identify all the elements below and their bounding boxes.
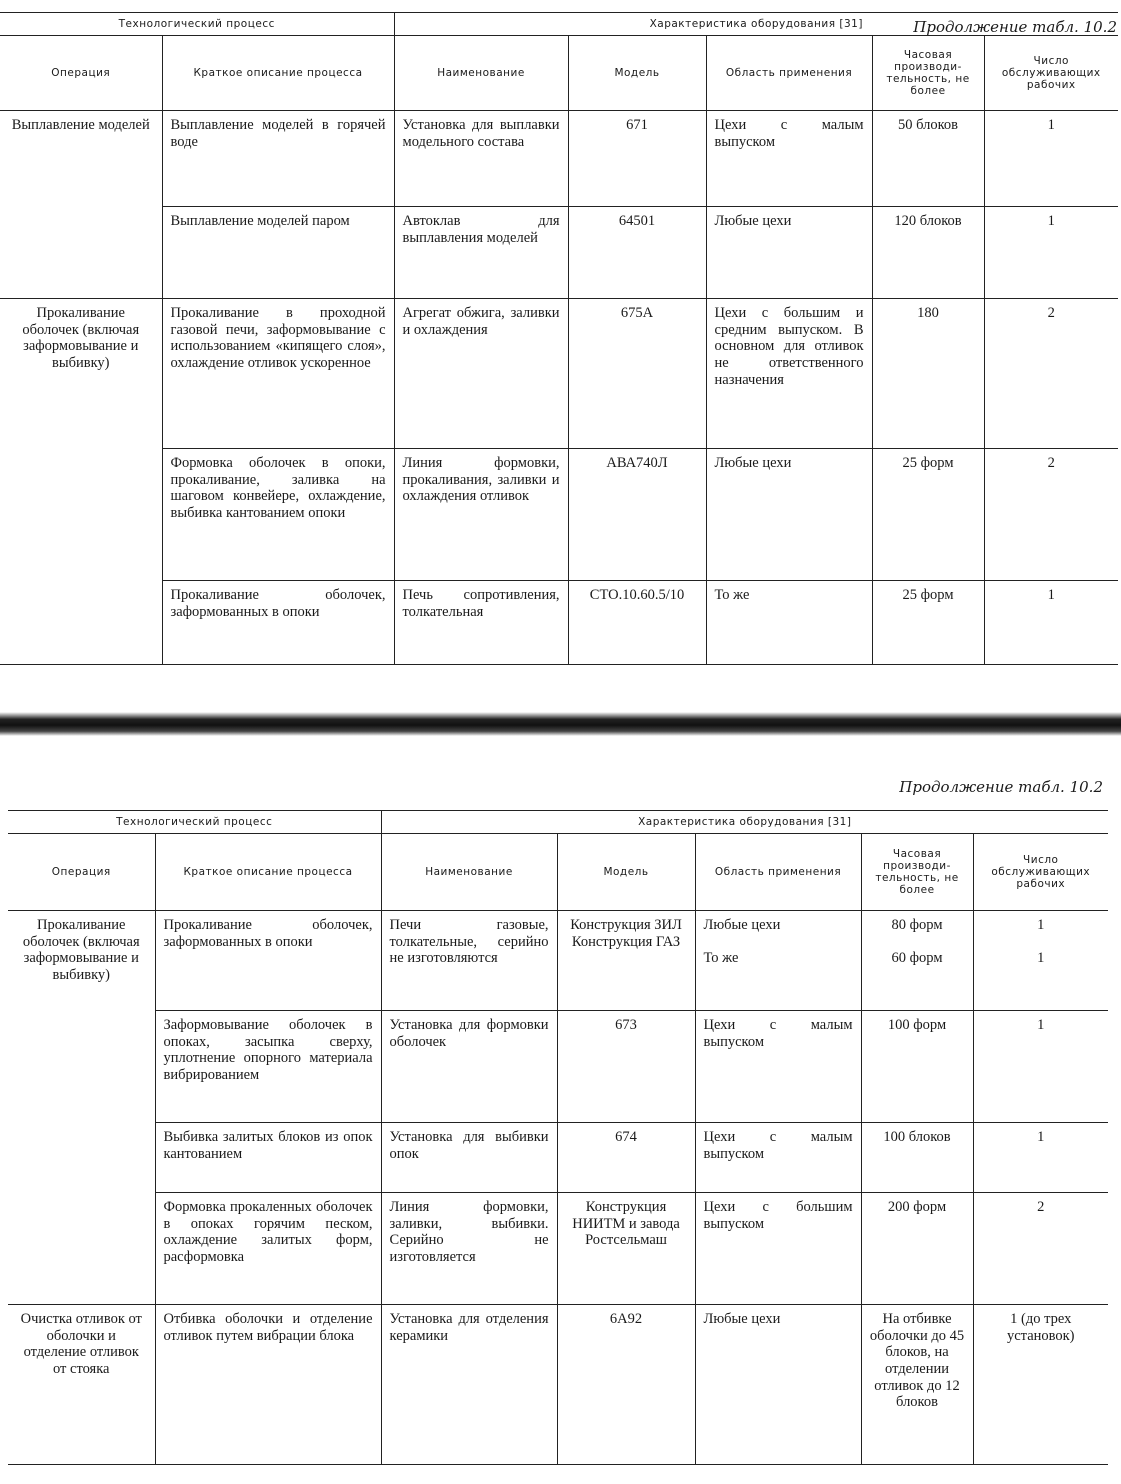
model-zil: Конструкция ЗИЛ: [570, 917, 682, 933]
area-cell: Цехи с малым выпуском: [695, 1011, 861, 1123]
area-cell: [695, 911, 861, 1011]
workers-cell: 1: [984, 581, 1118, 665]
area-cell: Цехи с малым выпуском: [695, 1123, 861, 1193]
table-row: [0, 207, 1118, 299]
name-cell: Линия формовки, заливки, выбивки. Серийно не изготовляется: [381, 1193, 557, 1305]
table-row: [0, 449, 1118, 581]
workers-cell: [973, 911, 1108, 1011]
header-tech-process: Технологический процесс: [0, 13, 394, 36]
workers-first: 1: [1037, 917, 1045, 933]
name-cell: Линия формовки, прокаливания, заливки и охлаждения отливок: [394, 449, 568, 581]
continuation-caption-top: Продолжение табл. 10.2: [913, 18, 1117, 36]
model-cell: 675А: [568, 299, 706, 449]
productivity-cell: 180: [872, 299, 984, 449]
name-cell: Печи газовые, толкательные, серийно не изготовляются: [381, 911, 557, 1011]
header-name: Наименование: [394, 36, 568, 111]
table-row: [8, 1011, 1108, 1123]
header-tech-process: Технологический процесс: [8, 811, 381, 834]
workers-cell: 2: [984, 449, 1118, 581]
name-cell: Установка для формовки оболочек: [381, 1011, 557, 1123]
header-operation: Операция: [8, 834, 155, 911]
description-cell: Формовка оболочек в опоки, прокаливание, заливка на шаговом конвейере, охлаждение, выбивка кантованием опоки: [162, 449, 394, 581]
workers-cell: 2: [973, 1193, 1108, 1305]
header-description: Краткое описание процесса: [155, 834, 381, 911]
workers-cell: 1: [984, 207, 1118, 299]
workers-second: 1: [1037, 949, 1045, 966]
area-cell: Любые цехи: [695, 1305, 861, 1465]
model-cell: 64501: [568, 207, 706, 299]
header-productivity: Часовая производи-тельность, не более: [872, 36, 984, 111]
model-gaz: Конструкция ГАЗ: [571, 933, 681, 950]
operation-cell: Прокаливание оболочек (включая заформовывание и выбивку): [0, 299, 162, 665]
productivity-cell: 100 форм: [861, 1011, 973, 1123]
table-row: [0, 111, 1118, 207]
model-cell: 673: [557, 1011, 695, 1123]
workers-cell: 2: [984, 299, 1118, 449]
operation-cell: Выплавление моделей: [0, 111, 162, 299]
model-cell: СТО.10.60.5/10: [568, 581, 706, 665]
description-cell: Выбивка залитых блоков из опок кантованием: [155, 1123, 381, 1193]
header-equipment: Характеристика оборудования [31]: [394, 13, 1118, 36]
bottom-table-section: [0, 770, 1121, 1484]
description-cell: Выплавление моделей в горячей воде: [162, 111, 394, 207]
model-cell: АВА740Л: [568, 449, 706, 581]
model-cell: 671: [568, 111, 706, 207]
operation-cell: Прокаливание оболочек (включая заформовывание и выбивку): [8, 911, 155, 1305]
description-cell: Формовка прокаленных оболочек в опоках горячим песком, охлаждение залитых форм, расформовка: [155, 1193, 381, 1305]
workers-cell: 1: [973, 1011, 1108, 1123]
header-model: Модель: [557, 834, 695, 911]
continuation-caption-bottom: Продолжение табл. 10.2: [899, 778, 1103, 796]
productivity-cell: На отбивке оболочки до 45 блоков, на отделении отливок до 12 блоков: [861, 1305, 973, 1465]
area-second: То же: [703, 949, 739, 966]
productivity-cell: 200 форм: [861, 1193, 973, 1305]
workers-cell: 1: [973, 1123, 1108, 1193]
description-cell: Прокаливание оболочек, заформованных в опоки: [155, 911, 381, 1011]
description-cell: Отбивка оболочки и отделение отливок путем вибрации блока: [155, 1305, 381, 1465]
area-cell: Цехи с большим и средним выпуском. В основном для отливок не ответственного назначения: [706, 299, 872, 449]
equipment-table-bottom: [8, 810, 1108, 1465]
header-model: Модель: [568, 36, 706, 111]
area-cell: То же: [706, 581, 872, 665]
productivity-second: 60 форм: [891, 949, 943, 966]
description-cell: Прокаливание в проходной газовой печи, заформовывание с использованием «кипящего слоя», охлаждение отливок ускоренное: [162, 299, 394, 449]
name-cell: Установка для выбивки опок: [381, 1123, 557, 1193]
table-row: [8, 1305, 1108, 1465]
table-row: [0, 299, 1118, 449]
productivity-cell: 100 блоков: [861, 1123, 973, 1193]
scan-page-edge: [0, 712, 1121, 736]
productivity-cell: 50 блоков: [872, 111, 984, 207]
area-cell: Любые цехи: [706, 449, 872, 581]
header-productivity: Часовая производи-тельность, не более: [861, 834, 973, 911]
name-cell: Установка для выплавки модельного состава: [394, 111, 568, 207]
productivity-cell: 25 форм: [872, 581, 984, 665]
header-workers: Число обслуживающих рабочих: [973, 834, 1108, 911]
header-description: Краткое описание процесса: [162, 36, 394, 111]
top-table-section: [0, 0, 1121, 716]
model-cell: 6А92: [557, 1305, 695, 1465]
equipment-table-top: [0, 12, 1118, 665]
header-area: Область применения: [695, 834, 861, 911]
description-cell: Выплавление моделей паром: [162, 207, 394, 299]
name-cell: Печь сопротивления, толкательная: [394, 581, 568, 665]
header-workers: Число обслуживающих рабочих: [984, 36, 1118, 111]
header-equipment: Характеристика оборудования [31]: [381, 811, 1108, 834]
productivity-cell: 25 форм: [872, 449, 984, 581]
header-name: Наименование: [381, 834, 557, 911]
name-cell: Автоклав для выплавления моделей: [394, 207, 568, 299]
table-row: [8, 1123, 1108, 1193]
header-area: Область применения: [706, 36, 872, 111]
workers-cell: 1: [984, 111, 1118, 207]
area-cell: Цехи с большим выпуском: [695, 1193, 861, 1305]
table-row: [8, 911, 1108, 1011]
area-cell: Цехи с малым выпуском: [706, 111, 872, 207]
productivity-cell: 120 блоков: [872, 207, 984, 299]
operation-cell: Очистка отливок от оболочки и отделение отливок от стояка: [8, 1305, 155, 1465]
model-cell: 674: [557, 1123, 695, 1193]
description-cell: Прокаливание оболочек, заформованных в опоки: [162, 581, 394, 665]
table-row: [8, 1193, 1108, 1305]
name-cell: Установка для отделения керамики: [381, 1305, 557, 1465]
area-cell: Любые цехи: [706, 207, 872, 299]
name-cell: Агрегат обжига, заливки и охлаждения: [394, 299, 568, 449]
workers-cell: 1 (до трех установок): [973, 1305, 1108, 1465]
productivity-cell: [861, 911, 973, 1011]
model-cell: [557, 911, 695, 1011]
model-cell: Конструкция НИИТМ и завода Ростсельмаш: [557, 1193, 695, 1305]
description-cell: Заформовывание оболочек в опоках, засыпка сверху, уплотнение опорного материала вибрированием: [155, 1011, 381, 1123]
area-first: Любые цехи: [703, 917, 781, 933]
header-operation: Операция: [0, 36, 162, 111]
productivity-first: 80 форм: [891, 917, 943, 933]
table-row: [0, 581, 1118, 665]
